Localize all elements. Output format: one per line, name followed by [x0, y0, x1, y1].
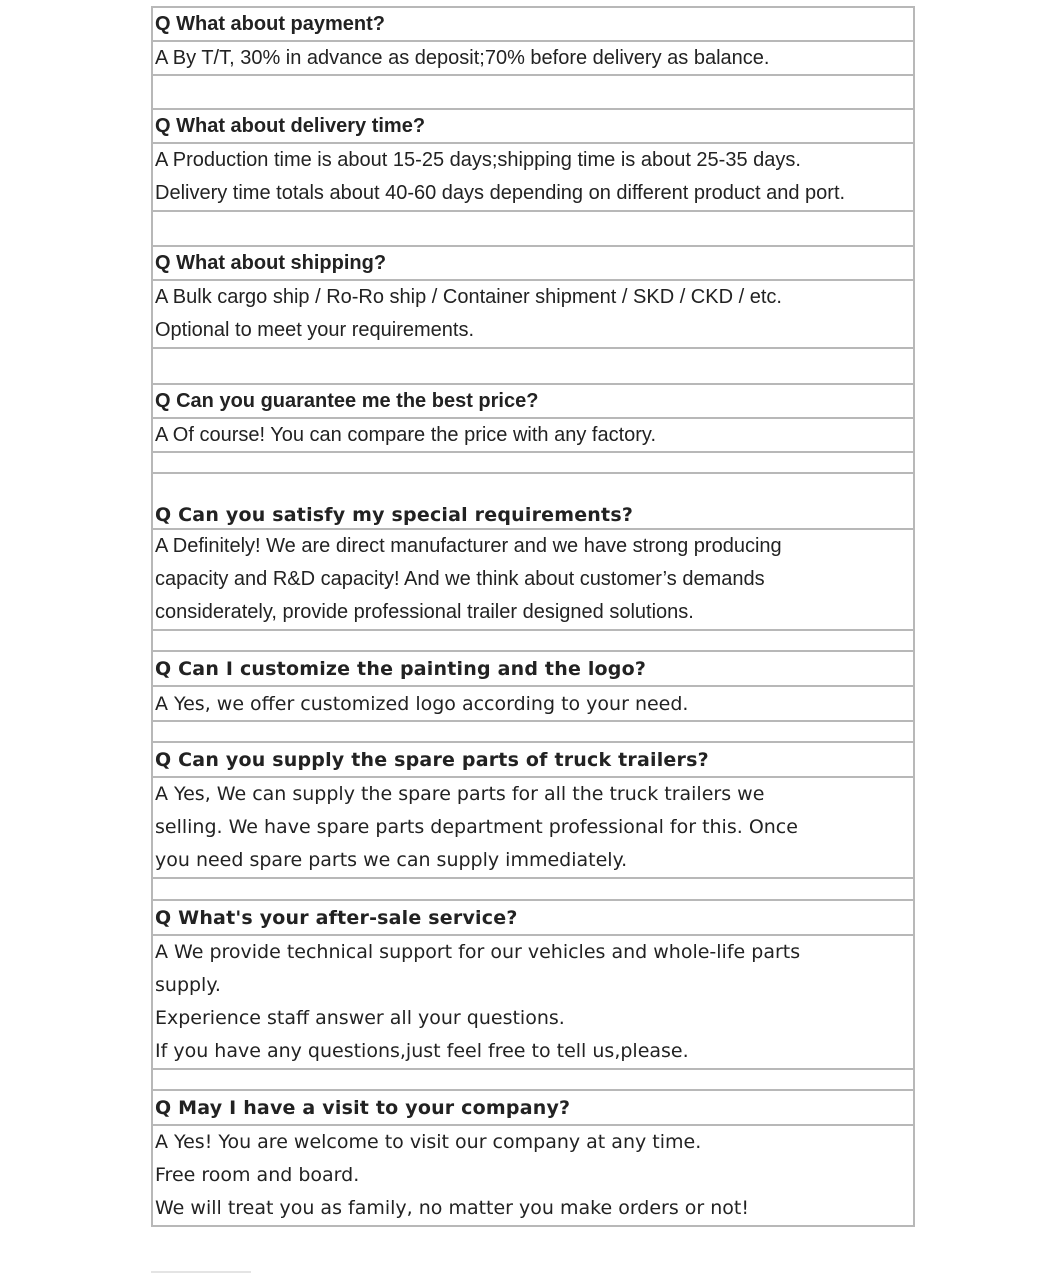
faq-answer-line: considerately, provide professional trailer designed solutions. — [155, 601, 694, 623]
faq-answer-row — [152, 143, 914, 211]
faq-answer-row — [152, 935, 914, 1069]
faq-answer — [152, 777, 914, 878]
faq-question-row — [152, 900, 914, 935]
faq-spacer — [152, 452, 914, 473]
faq-answer-line: capacity and R&D capacity! And we think about customer’s demands — [155, 568, 765, 590]
faq-answer-row — [152, 1125, 914, 1226]
faq-question: Q Can you guarantee me the best price? — [152, 384, 914, 418]
faq-question-row — [152, 651, 914, 686]
faq-answer-line: A Yes! You are welcome to visit our company at any time. — [155, 1131, 702, 1153]
faq-answer-row — [152, 418, 914, 452]
faq-table — [151, 6, 915, 1227]
faq-answer — [152, 935, 914, 1069]
faq-answer — [152, 418, 914, 452]
faq-spacer-row — [152, 211, 914, 246]
faq-spacer — [152, 630, 914, 651]
faq-spacer-row — [152, 878, 914, 900]
faq-question-row — [152, 473, 914, 529]
faq-spacer — [152, 721, 914, 742]
faq-question: Q What about shipping? — [152, 246, 914, 280]
faq-question: Q What about payment? — [152, 7, 914, 41]
faq-answer — [152, 1125, 914, 1226]
faq-answer-row — [152, 41, 914, 75]
faq-answer-row — [152, 529, 914, 630]
faq-question-row — [152, 246, 914, 280]
faq-spacer-row — [152, 452, 914, 473]
faq-answer-line: A Bulk cargo ship / Ro-Ro ship / Container shipment / SKD / CKD / etc. — [155, 286, 782, 308]
faq-question-row — [152, 742, 914, 777]
faq-answer-row — [152, 686, 914, 721]
faq-answer — [152, 686, 914, 721]
faq-answer-line: If you have any questions,just feel free to tell us,please. — [155, 1040, 689, 1062]
faq-spacer-row — [152, 75, 914, 109]
faq-answer-line: Optional to meet your requirements. — [155, 319, 475, 341]
faq-question: Q What about delivery time? — [152, 109, 914, 143]
faq-answer-line: A Of course! You can compare the price with any factory. — [155, 423, 657, 446]
faq-answer-line: A Yes, We can supply the spare parts for all the truck trailers we — [155, 783, 765, 805]
faq-answer-line: We will treat you as family, no matter you make orders or not! — [155, 1197, 750, 1219]
faq-spacer — [152, 211, 914, 246]
faq-question-row — [152, 384, 914, 418]
faq-question-row — [152, 7, 914, 41]
faq-question-row — [152, 1090, 914, 1125]
faq-spacer — [152, 75, 914, 109]
faq-answer — [152, 280, 914, 348]
faq-answer-line: Experience staff answer all your questions. — [155, 1007, 565, 1029]
faq-answer-line: Free room and board. — [155, 1164, 360, 1186]
faq-spacer-row — [152, 348, 914, 384]
faq-question-row — [152, 109, 914, 143]
faq-spacer — [152, 348, 914, 384]
faq-spacer — [152, 878, 914, 900]
faq-spacer-row — [152, 721, 914, 742]
faq-answer-line: A We provide technical support for our vehicles and whole-life parts — [155, 941, 801, 963]
faq-answer-line: A Definitely! We are direct manufacturer and we have strong producing — [155, 535, 782, 557]
faq-question: Q Can you supply the spare parts of truck trailers? — [152, 742, 914, 777]
faq-answer — [152, 143, 914, 211]
faq-question: Q May I have a visit to your company? — [152, 1090, 914, 1125]
faq-answer-line: A Yes, we offer customized logo according to your need. — [155, 692, 689, 715]
faq-answer — [152, 41, 914, 75]
faq-spacer — [152, 1069, 914, 1090]
faq-answer-line: supply. — [155, 974, 221, 996]
faq-spacer-row — [152, 1069, 914, 1090]
faq-answer-line: A Production time is about 15-25 days;shipping time is about 25-35 days. — [155, 149, 801, 171]
faq-answer-line: selling. We have spare parts department professional for this. Once — [155, 816, 798, 838]
faq-answer-row — [152, 777, 914, 878]
faq-answer-line: you need spare parts we can supply immediately. — [155, 849, 628, 871]
faq-answer — [152, 529, 914, 630]
faq-question: Q Can you satisfy my special requirements? — [152, 473, 914, 529]
faq-answer-line: Delivery time totals about 40-60 days depending on different product and port. — [155, 182, 846, 204]
faq-spacer-row — [152, 630, 914, 651]
faq-question: Q What's your after-sale service? — [152, 900, 914, 935]
faq-answer-row — [152, 280, 914, 348]
footer-divider — [151, 1271, 251, 1273]
faq-question: Q Can I customize the painting and the logo? — [152, 651, 914, 686]
faq-answer-line: A By T/T, 30% in advance as deposit;70% before delivery as balance. — [155, 46, 770, 69]
